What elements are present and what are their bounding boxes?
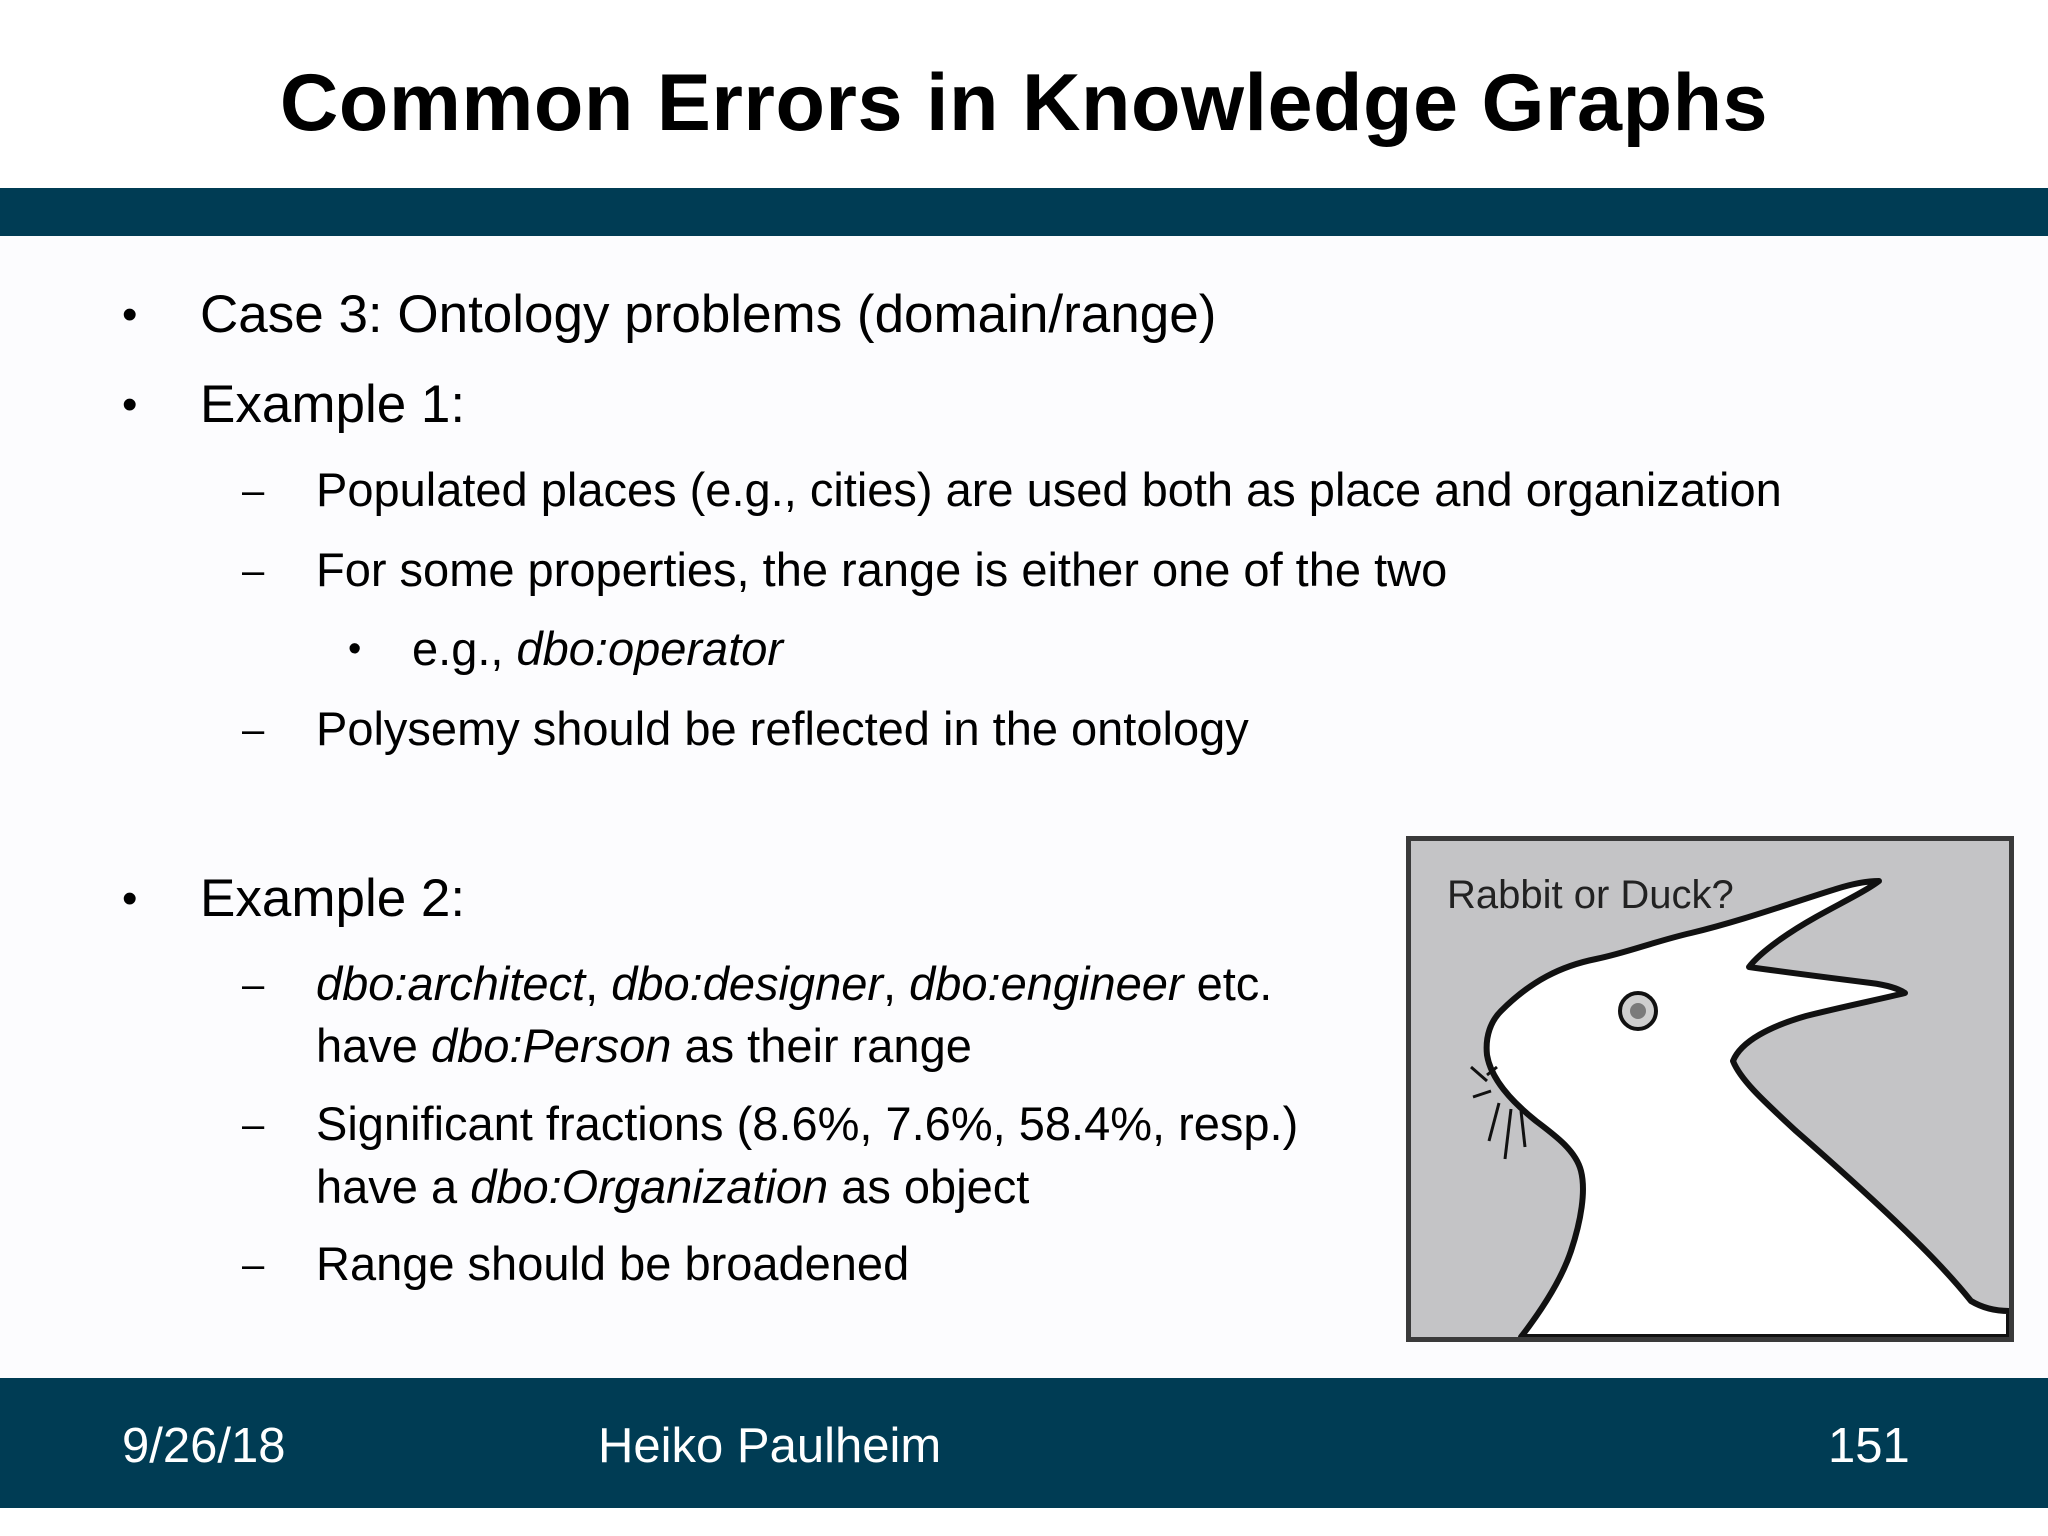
dbo-operator-term: dbo:operator [516, 622, 784, 675]
dbo-architect-term: dbo:architect [316, 957, 586, 1010]
bullet-dash: – [242, 963, 265, 1007]
bullet-dot: • [122, 380, 138, 429]
bullet-dot: • [348, 628, 362, 670]
dbo-designer-term: dbo:designer [611, 957, 883, 1010]
slide-title: Common Errors in Knowledge Graphs [279, 58, 1769, 148]
header-band [0, 188, 2048, 236]
bullet-dash: – [242, 1243, 265, 1287]
example-prefix: e.g., [412, 622, 517, 675]
whisker [1473, 1091, 1491, 1097]
whisker [1471, 1067, 1487, 1081]
bullet-example-1: Example 1: [200, 375, 466, 434]
whisker [1489, 1103, 1499, 1141]
text-tail: as object [828, 1160, 1030, 1213]
example-2-point-properties-line2 [316, 1015, 972, 1077]
bullet-dot: • [122, 290, 138, 339]
rabbit-body-shape [1487, 881, 2009, 1337]
bullet-dot: • [122, 874, 138, 923]
figure-caption: Rabbit or Duck? [1447, 873, 1734, 917]
example-1-operator-example [412, 618, 783, 680]
footer-bar [0, 1378, 2048, 1508]
bullet-dash: – [242, 549, 265, 593]
example-2-point-fractions-line2 [316, 1156, 1029, 1218]
example-2-point-properties [316, 953, 1272, 1015]
bullet-example-2: Example 2: [200, 869, 466, 928]
footer-page-number: 151 [1828, 1419, 1910, 1473]
text-tail: etc. [1183, 957, 1273, 1010]
footer-author: Heiko Paulheim [598, 1419, 942, 1473]
text-prefix: have a [316, 1160, 471, 1213]
separator: , [883, 957, 910, 1010]
separator: , [585, 957, 612, 1010]
example-1-point-places: Populated places (e.g., cities) are used both as place and organization [316, 463, 1782, 516]
example-2-point-broaden: Range should be broadened [316, 1237, 910, 1290]
dbo-organization-term: dbo:Organization [470, 1160, 829, 1213]
text-tail: as their range [671, 1019, 972, 1072]
bullet-dash: – [242, 708, 265, 752]
dbo-person-term: dbo:Person [430, 1019, 672, 1072]
example-1-point-polysemy: Polysemy should be reflected in the ontology [316, 702, 1249, 755]
bullet-dash: – [242, 1103, 265, 1147]
rabbit-duck-figure [1406, 836, 2014, 1342]
rabbit-pupil [1630, 1003, 1646, 1019]
bullet-dash: – [242, 469, 265, 513]
footer-date: 9/26/18 [122, 1419, 286, 1473]
example-1-point-range: For some properties, the range is either one of the two [316, 543, 1448, 596]
bottom-strip [0, 1508, 2048, 1536]
dbo-engineer-term: dbo:engineer [909, 957, 1184, 1010]
whisker [1521, 1111, 1525, 1147]
bullet-case-3: Case 3: Ontology problems (domain/range) [200, 285, 1217, 344]
whisker [1505, 1109, 1511, 1159]
text-prefix: have [316, 1019, 431, 1072]
example-2-point-fractions: Significant fractions (8.6%, 7.6%, 58.4%, resp.) [316, 1097, 1299, 1150]
